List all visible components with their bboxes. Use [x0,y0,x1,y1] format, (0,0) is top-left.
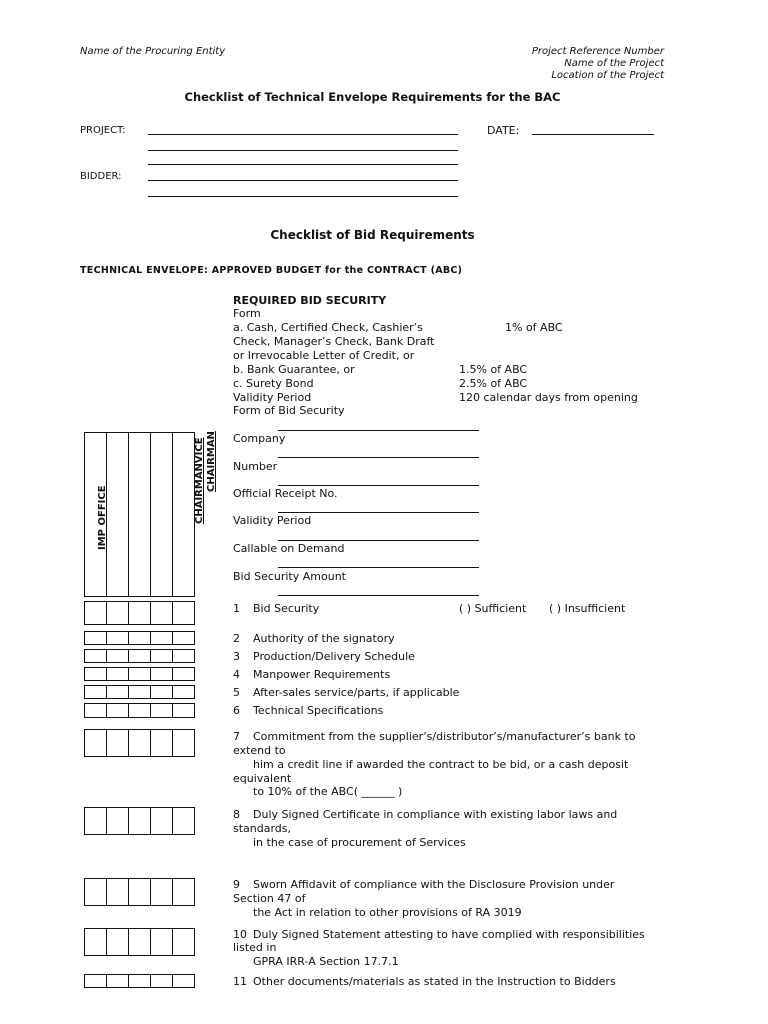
amount-label: Bid Security Amount [233,570,346,583]
checkbox[interactable] [150,631,173,645]
checkbox[interactable] [172,685,195,699]
checkbox[interactable] [84,928,107,956]
item-8-line-3: in the case of procurement of Services [253,836,466,849]
checkbox[interactable] [106,667,129,681]
checkbox[interactable] [106,685,129,699]
checkbox[interactable] [150,685,173,699]
item-5 [233,686,459,699]
checkbox[interactable] [150,601,173,625]
checkbox[interactable] [150,928,173,956]
company-label: Company [233,432,286,445]
validity-period-label: Validity Period [233,391,312,404]
checkbox[interactable] [150,974,173,988]
date-label: DATE: [487,124,520,137]
checkbox[interactable] [106,878,129,906]
item-number: 10 [233,928,247,941]
item-1 [233,602,319,615]
checkbox[interactable] [172,631,195,645]
form-option-a-line1: a. Cash, Certified Check, Cashier’s [233,321,423,334]
checkbox[interactable] [128,729,151,757]
item-text: Authority of the signatory [253,632,395,645]
item-number: 3 [233,650,240,663]
validity-fill-line[interactable] [278,540,479,541]
callable-label: Callable on Demand [233,542,345,555]
item-9-line-2: Section 47 of [233,892,306,905]
imp-text: IMP [97,528,108,550]
item-text: Commitment from the supplier’s/distributor’s/manufacturer’s bank to [253,730,636,743]
official-receipt-fill-line[interactable] [278,512,479,513]
item-8-line-1 [233,808,617,821]
checkbox[interactable] [150,729,173,757]
checkbox[interactable] [106,807,129,835]
checkbox[interactable] [106,703,129,718]
checkbox[interactable] [150,649,173,663]
bidder-label: BIDDER: [80,171,122,182]
item-text: Duly Signed Statement attesting to have complied with responsibilities [253,928,645,941]
item-text: Other documents/materials as stated in the Instruction to Bidders [253,975,616,988]
callable-fill-line[interactable] [278,567,479,568]
checkbox[interactable] [84,601,107,625]
checkbox[interactable] [84,878,107,906]
item-text: Manpower Requirements [253,668,391,681]
checkbox[interactable] [172,928,195,956]
item-4 [233,668,390,681]
form-option-a-value: 1% of ABC [505,321,563,334]
checkbox[interactable] [172,729,195,757]
project-field-line-2[interactable] [148,150,458,151]
item-10-line-1 [233,928,645,941]
item-7-line-1 [233,730,635,743]
checkbox-row-2[interactable] [84,631,194,645]
form-option-b-value: 1.5% of ABC [459,363,528,376]
item-10-line-2: listed in [233,941,277,954]
checkbox[interactable] [128,667,151,681]
item-3 [233,650,415,663]
validity-label: Validity Period [233,514,312,527]
item-11 [233,975,616,988]
item-2 [233,632,395,645]
checkbox[interactable] [150,667,173,681]
project-label: PROJECT: [80,125,126,136]
column-label-vice-chairman: CHAIRMANVICE [194,437,205,524]
number-label: Number [233,460,278,473]
number-fill-line[interactable] [278,485,479,486]
insufficient-option[interactable]: ( ) Insufficient [549,602,626,615]
checkbox[interactable] [106,631,129,645]
checkbox-row-3[interactable] [84,649,194,663]
checkbox[interactable] [84,729,107,757]
item-number: 8 [233,808,240,821]
header-cell-vice-chairman [150,432,173,597]
item-7-line-3: him a credit line if awarded the contract to be bid, or a cash deposit [253,758,629,771]
subtitle: Checklist of Bid Requirements [270,228,475,242]
procuring-entity-label: Name of the Procuring Entity [80,46,226,57]
checkbox[interactable] [128,974,151,988]
checkbox[interactable] [128,878,151,906]
item-9-line-3: the Act in relation to other provisions of RA 3019 [253,906,522,919]
project-field-line-1[interactable] [148,134,458,135]
checkbox[interactable] [106,974,129,988]
form-option-c-value: 2.5% of ABC [459,377,528,390]
item-number: 6 [233,704,240,717]
item-number: 9 [233,878,240,891]
office-text: OFFICE [97,485,108,526]
item-number: 7 [233,730,240,743]
item-9-line-1 [233,878,614,891]
bid-security-heading: REQUIRED BID SECURITY [233,294,387,307]
item-number: 1 [233,602,240,615]
item-text: After-sales service/parts, if applicable [253,686,460,699]
checkbox[interactable] [128,928,151,956]
form-option-a-line3: or Irrevocable Letter of Credit, or [233,349,415,362]
checkbox[interactable] [150,878,173,906]
official-receipt-label: Official Receipt No. [233,487,338,500]
item-number: 11 [233,975,247,988]
checkbox[interactable] [128,807,151,835]
checkbox[interactable] [172,878,195,906]
header-cell-office [106,432,129,597]
checkbox[interactable] [128,601,151,625]
checkbox[interactable] [84,631,107,645]
checkbox[interactable] [128,685,151,699]
bidder-field-line-2[interactable] [148,196,458,197]
checkbox[interactable] [172,649,195,663]
checkbox[interactable] [84,807,107,835]
checkbox[interactable] [84,649,107,663]
checkbox[interactable] [172,807,195,835]
checkbox[interactable] [84,703,107,718]
date-field-line[interactable] [532,134,654,135]
checkbox[interactable] [128,631,151,645]
header-cell-chairman [172,432,195,597]
bidder-field-line-1[interactable] [148,180,458,181]
checkbox[interactable] [128,703,151,718]
checkbox[interactable] [172,667,195,681]
validity-period-value: 120 calendar days from opening [459,391,638,404]
form-option-b: b. Bank Guarantee, or [233,363,355,376]
item-number: 4 [233,668,240,681]
item-text: Duly Signed Certificate in compliance with existing labor laws and [253,808,618,821]
project-reference-label: Project Reference Number [531,46,664,57]
column-label-chairman: CHAIRMAN [206,431,217,492]
item-text: Sworn Affidavit of compliance with the Disclosure Provision under [253,878,615,891]
item-6 [233,704,383,717]
amount-fill-line[interactable] [278,595,479,596]
checkbox[interactable] [172,601,195,625]
checkbox[interactable] [106,928,129,956]
item-7-line-5: to 10% of the ABC( ______ ) [253,785,403,798]
item-text: Bid Security [253,602,320,615]
item-7-line-4: equivalent [233,772,292,785]
checkbox-row-4[interactable] [84,667,194,681]
checkbox-row-1[interactable] [84,601,194,625]
checkbox-row-8[interactable] [84,807,194,835]
header-cell-3 [128,432,151,597]
checkbox[interactable] [172,974,195,988]
checkbox-row-7[interactable] [84,729,194,757]
item-10-line-3: GPRA IRR-A Section 17.7.1 [253,955,399,968]
checkbox[interactable] [84,667,107,681]
form-option-a-line2: Check, Manager’s Check, Bank Draft [233,335,435,348]
project-location-label: Location of the Project [551,70,664,81]
checkbox[interactable] [128,649,151,663]
item-7-line-2: extend to [233,744,286,757]
checkbox[interactable] [172,703,195,718]
page-title: Checklist of Technical Envelope Requirements for the BAC [184,90,561,104]
sufficient-option[interactable]: ( ) Sufficient [459,602,527,615]
item-8-line-2: standards, [233,822,292,835]
project-name-label: Name of the Project [564,58,664,69]
checkbox[interactable] [106,649,129,663]
checkbox[interactable] [106,601,129,625]
checkbox-row-5[interactable] [84,685,194,699]
checkbox[interactable] [150,703,173,718]
item-number: 2 [233,632,240,645]
checkbox-row-6[interactable] [84,703,194,718]
checkbox[interactable] [150,807,173,835]
form-of-bid-security-label: Form of Bid Security [233,404,345,417]
checkbox-row-11[interactable] [84,974,194,988]
checkbox[interactable] [84,974,107,988]
column-label-imp [97,485,108,550]
checkbox-row-10[interactable] [84,928,194,956]
project-field-line-3[interactable] [148,164,458,165]
form-option-c: c. Surety Bond [233,377,314,390]
checkbox[interactable] [106,729,129,757]
checkbox-row-9[interactable] [84,878,194,906]
company-fill-line[interactable] [278,457,479,458]
form-label: Form [233,307,261,320]
fill-line[interactable] [278,430,479,431]
item-text: Production/Delivery Schedule [253,650,415,663]
section-heading: TECHNICAL ENVELOPE: APPROVED BUDGET for the CONTRACT (ABC) [80,265,463,276]
item-number: 5 [233,686,240,699]
checkbox[interactable] [84,685,107,699]
item-text: Technical Specifications [253,704,384,717]
